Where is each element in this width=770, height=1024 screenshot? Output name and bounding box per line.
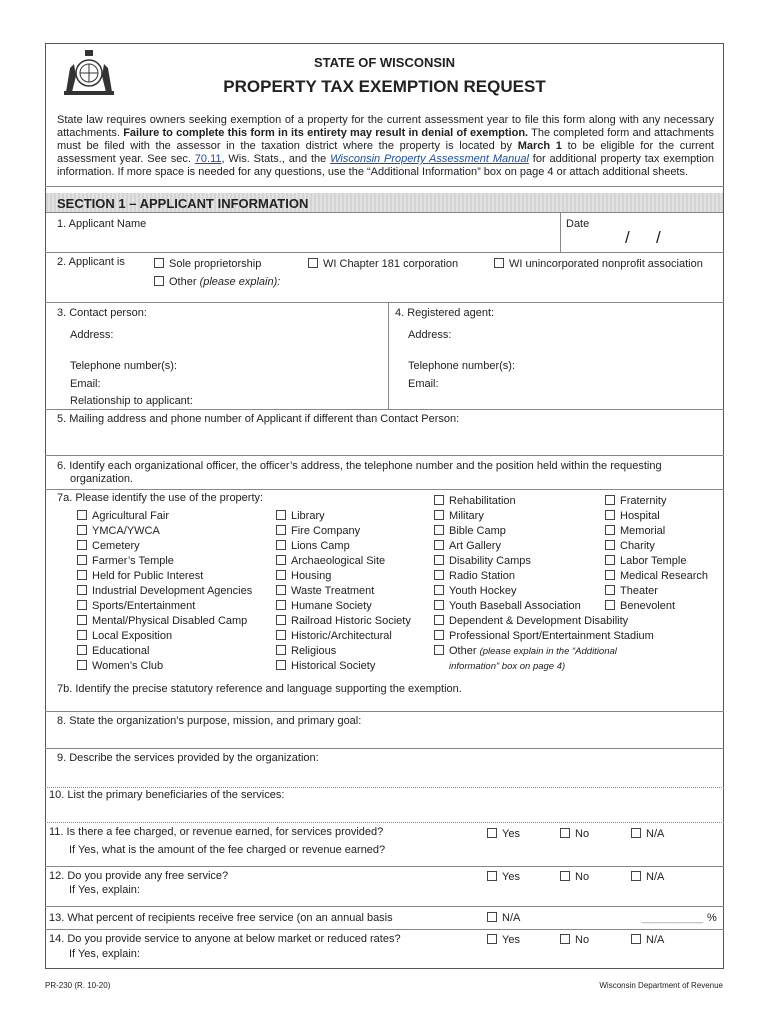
agency-name: Wisconsin Department of Revenue: [599, 981, 723, 990]
use-option[interactable]: Historic/Architectural: [276, 629, 411, 644]
date-label: Date: [566, 218, 590, 230]
contact-address-label: Address:: [70, 329, 114, 341]
use-list-col1: [77, 509, 252, 674]
reduced-rates-explain-label: If Yes, explain:: [69, 948, 140, 960]
use-option[interactable]: Library: [276, 509, 411, 524]
use-option[interactable]: Lions Camp: [276, 539, 411, 554]
contact-person-label: 3. Contact person:: [57, 307, 147, 319]
agent-email-label: Email:: [408, 378, 439, 390]
use-option[interactable]: Military: [434, 509, 654, 524]
reduced-no-option[interactable]: No: [560, 934, 589, 947]
use-option[interactable]: Bible Camp: [434, 524, 654, 539]
mailing-address-label: 5. Mailing address and phone number of Applicant if different than Contact Person:: [57, 413, 460, 425]
use-option[interactable]: Medical Research: [605, 569, 708, 584]
free-no-option[interactable]: No: [560, 871, 589, 884]
beneficiaries-label: 10. List the primary beneficiaries of the services:: [49, 789, 285, 801]
use-option-other[interactable]: Other (please explain in the “Additional: [434, 644, 654, 659]
statutory-reference-label: 7b. Identify the precise statutory reference and language supporting the exemption.: [57, 683, 462, 695]
free-yes-option[interactable]: Yes: [487, 871, 520, 884]
contact-telephone-label: Telephone number(s):: [70, 360, 178, 372]
use-option[interactable]: Rehabilitation: [434, 494, 654, 509]
relationship-label: Relationship to applicant:: [70, 395, 193, 407]
registered-agent-label: 4. Registered agent:: [395, 307, 495, 319]
agent-address-label: Address:: [408, 329, 452, 341]
percent-free-label: 13. What percent of recipients receive free service (on an annual basis: [49, 912, 393, 924]
other-option[interactable]: Other (please explain):: [154, 276, 280, 289]
use-option[interactable]: Held for Public Interest: [77, 569, 252, 584]
free-service-explain-label: If Yes, explain:: [69, 884, 140, 896]
use-option[interactable]: Industrial Development Agencies: [77, 584, 252, 599]
state-heading: STATE OF WISCONSIN: [313, 55, 456, 70]
form-id: PR-230 (R. 10-20): [45, 981, 111, 990]
use-option[interactable]: Housing: [276, 569, 411, 584]
use-option[interactable]: Railroad Historic Society: [276, 614, 411, 629]
use-option[interactable]: Labor Temple: [605, 554, 708, 569]
use-option[interactable]: YMCA/YWCA: [77, 524, 252, 539]
checkbox[interactable]: [494, 258, 504, 268]
use-option[interactable]: Historical Society: [276, 659, 411, 674]
use-option[interactable]: Sports/Entertainment: [77, 599, 252, 614]
use-option[interactable]: Disability Camps: [434, 554, 654, 569]
officers-label: 6. Identify each organizational officer, the officer’s address, the telephone number and the position held within the requesting: [57, 460, 662, 472]
fee-label: 11. Is there a fee charged, or revenue earned, for services provided?: [49, 826, 384, 838]
reduced-yes-option[interactable]: Yes: [487, 934, 520, 947]
checkbox[interactable]: [308, 258, 318, 268]
use-option[interactable]: Mental/Physical Disabled Camp: [77, 614, 252, 629]
property-use-label: 7a. Please identify the use of the property:: [57, 492, 264, 504]
fee-na-option[interactable]: N/A: [631, 828, 664, 841]
date-slash-1: /: [625, 228, 630, 247]
use-option[interactable]: Art Gallery: [434, 539, 654, 554]
reduced-rates-label: 14. Do you provide service to anyone at below market or reduced rates?: [49, 933, 401, 945]
date-slash-2: /: [656, 228, 661, 247]
percent-sign: %: [707, 912, 717, 924]
use-option[interactable]: Fire Company: [276, 524, 411, 539]
applicant-name-label: 1. Applicant Name: [57, 218, 147, 230]
fee-amount-label: If Yes, what is the amount of the fee charged or revenue earned?: [69, 844, 386, 856]
free-na-option[interactable]: N/A: [631, 871, 664, 884]
use-list-col2: [276, 509, 411, 674]
purpose-label: 8. State the organization’s purpose, mission, and primary goal:: [57, 715, 362, 727]
use-option[interactable]: Benevolent: [605, 599, 708, 614]
unincorporated-nonprofit-option[interactable]: WI unincorporated nonprofit association: [494, 258, 703, 271]
chapter-181-option[interactable]: WI Chapter 181 corporation: [308, 258, 458, 271]
use-option[interactable]: Charity: [605, 539, 708, 554]
use-option[interactable]: Youth Hockey: [434, 584, 654, 599]
contact-email-label: Email:: [70, 378, 101, 390]
section-1-title: SECTION 1 – APPLICANT INFORMATION: [57, 196, 309, 211]
manual-link[interactable]: Wisconsin Property Assessment Manual: [330, 153, 529, 165]
use-option[interactable]: Dependent & Development Disability: [434, 614, 654, 629]
use-option[interactable]: Youth Baseball Association: [434, 599, 654, 614]
use-option[interactable]: Memorial: [605, 524, 708, 539]
form-title: PROPERTY TAX EXEMPTION REQUEST: [223, 77, 546, 96]
use-option[interactable]: Farmer’s Temple: [77, 554, 252, 569]
checkbox[interactable]: [154, 276, 164, 286]
use-option[interactable]: Religious: [276, 644, 411, 659]
fee-yes-option[interactable]: Yes: [487, 828, 520, 841]
use-option[interactable]: Cemetery: [77, 539, 252, 554]
use-option[interactable]: Humane Society: [276, 599, 411, 614]
use-option[interactable]: Women’s Club: [77, 659, 252, 674]
use-option[interactable]: Professional Sport/Entertainment Stadium: [434, 629, 654, 644]
use-option[interactable]: Radio Station: [434, 569, 654, 584]
officers-label-cont: organization.: [70, 473, 133, 485]
use-option[interactable]: Waste Treatment: [276, 584, 411, 599]
checkbox[interactable]: [154, 258, 164, 268]
fee-no-option[interactable]: No: [560, 828, 589, 841]
use-list-col4: [605, 494, 708, 614]
use-option[interactable]: Agricultural Fair: [77, 509, 252, 524]
services-label: 9. Describe the services provided by the organization:: [57, 752, 319, 764]
use-option[interactable]: Educational: [77, 644, 252, 659]
percent-input[interactable]: __________: [642, 912, 704, 924]
percent-na-option[interactable]: N/A: [487, 912, 520, 925]
use-option-other-note: information” box on page 4): [449, 661, 566, 672]
applicant-type-label: 2. Applicant is: [57, 256, 125, 268]
use-option[interactable]: Fraternity: [605, 494, 708, 509]
use-option[interactable]: Hospital: [605, 509, 708, 524]
intro-paragraph: State law requires owners seeking exemption of a property for the current assessment year to file this form along with any necessary attachments. Failure to complete this form in its entirety may result in denial of exemption. The completed form and attachments must be filed with the assessor in the taxation district where the property is located by March 1 to be eligible for the current assessment year. See sec. 70.11, Wis. Stats., and the Wisconsin Property Assessment Manual for additional property tax exemption information. If more space is needed for any questions, use the “Additional Information” box on page 4 or attach additional sheets.: [57, 114, 714, 178]
reduced-na-option[interactable]: N/A: [631, 934, 664, 947]
free-service-label: 12. Do you provide any free service?: [49, 870, 229, 882]
sole-proprietorship-option[interactable]: Sole proprietorship: [154, 258, 261, 271]
use-option[interactable]: Theater: [605, 584, 708, 599]
use-option[interactable]: Local Exposition: [77, 629, 252, 644]
statute-link[interactable]: 70.11: [194, 153, 222, 165]
agent-telephone-label: Telephone number(s):: [408, 360, 516, 372]
use-option[interactable]: Archaeological Site: [276, 554, 411, 569]
